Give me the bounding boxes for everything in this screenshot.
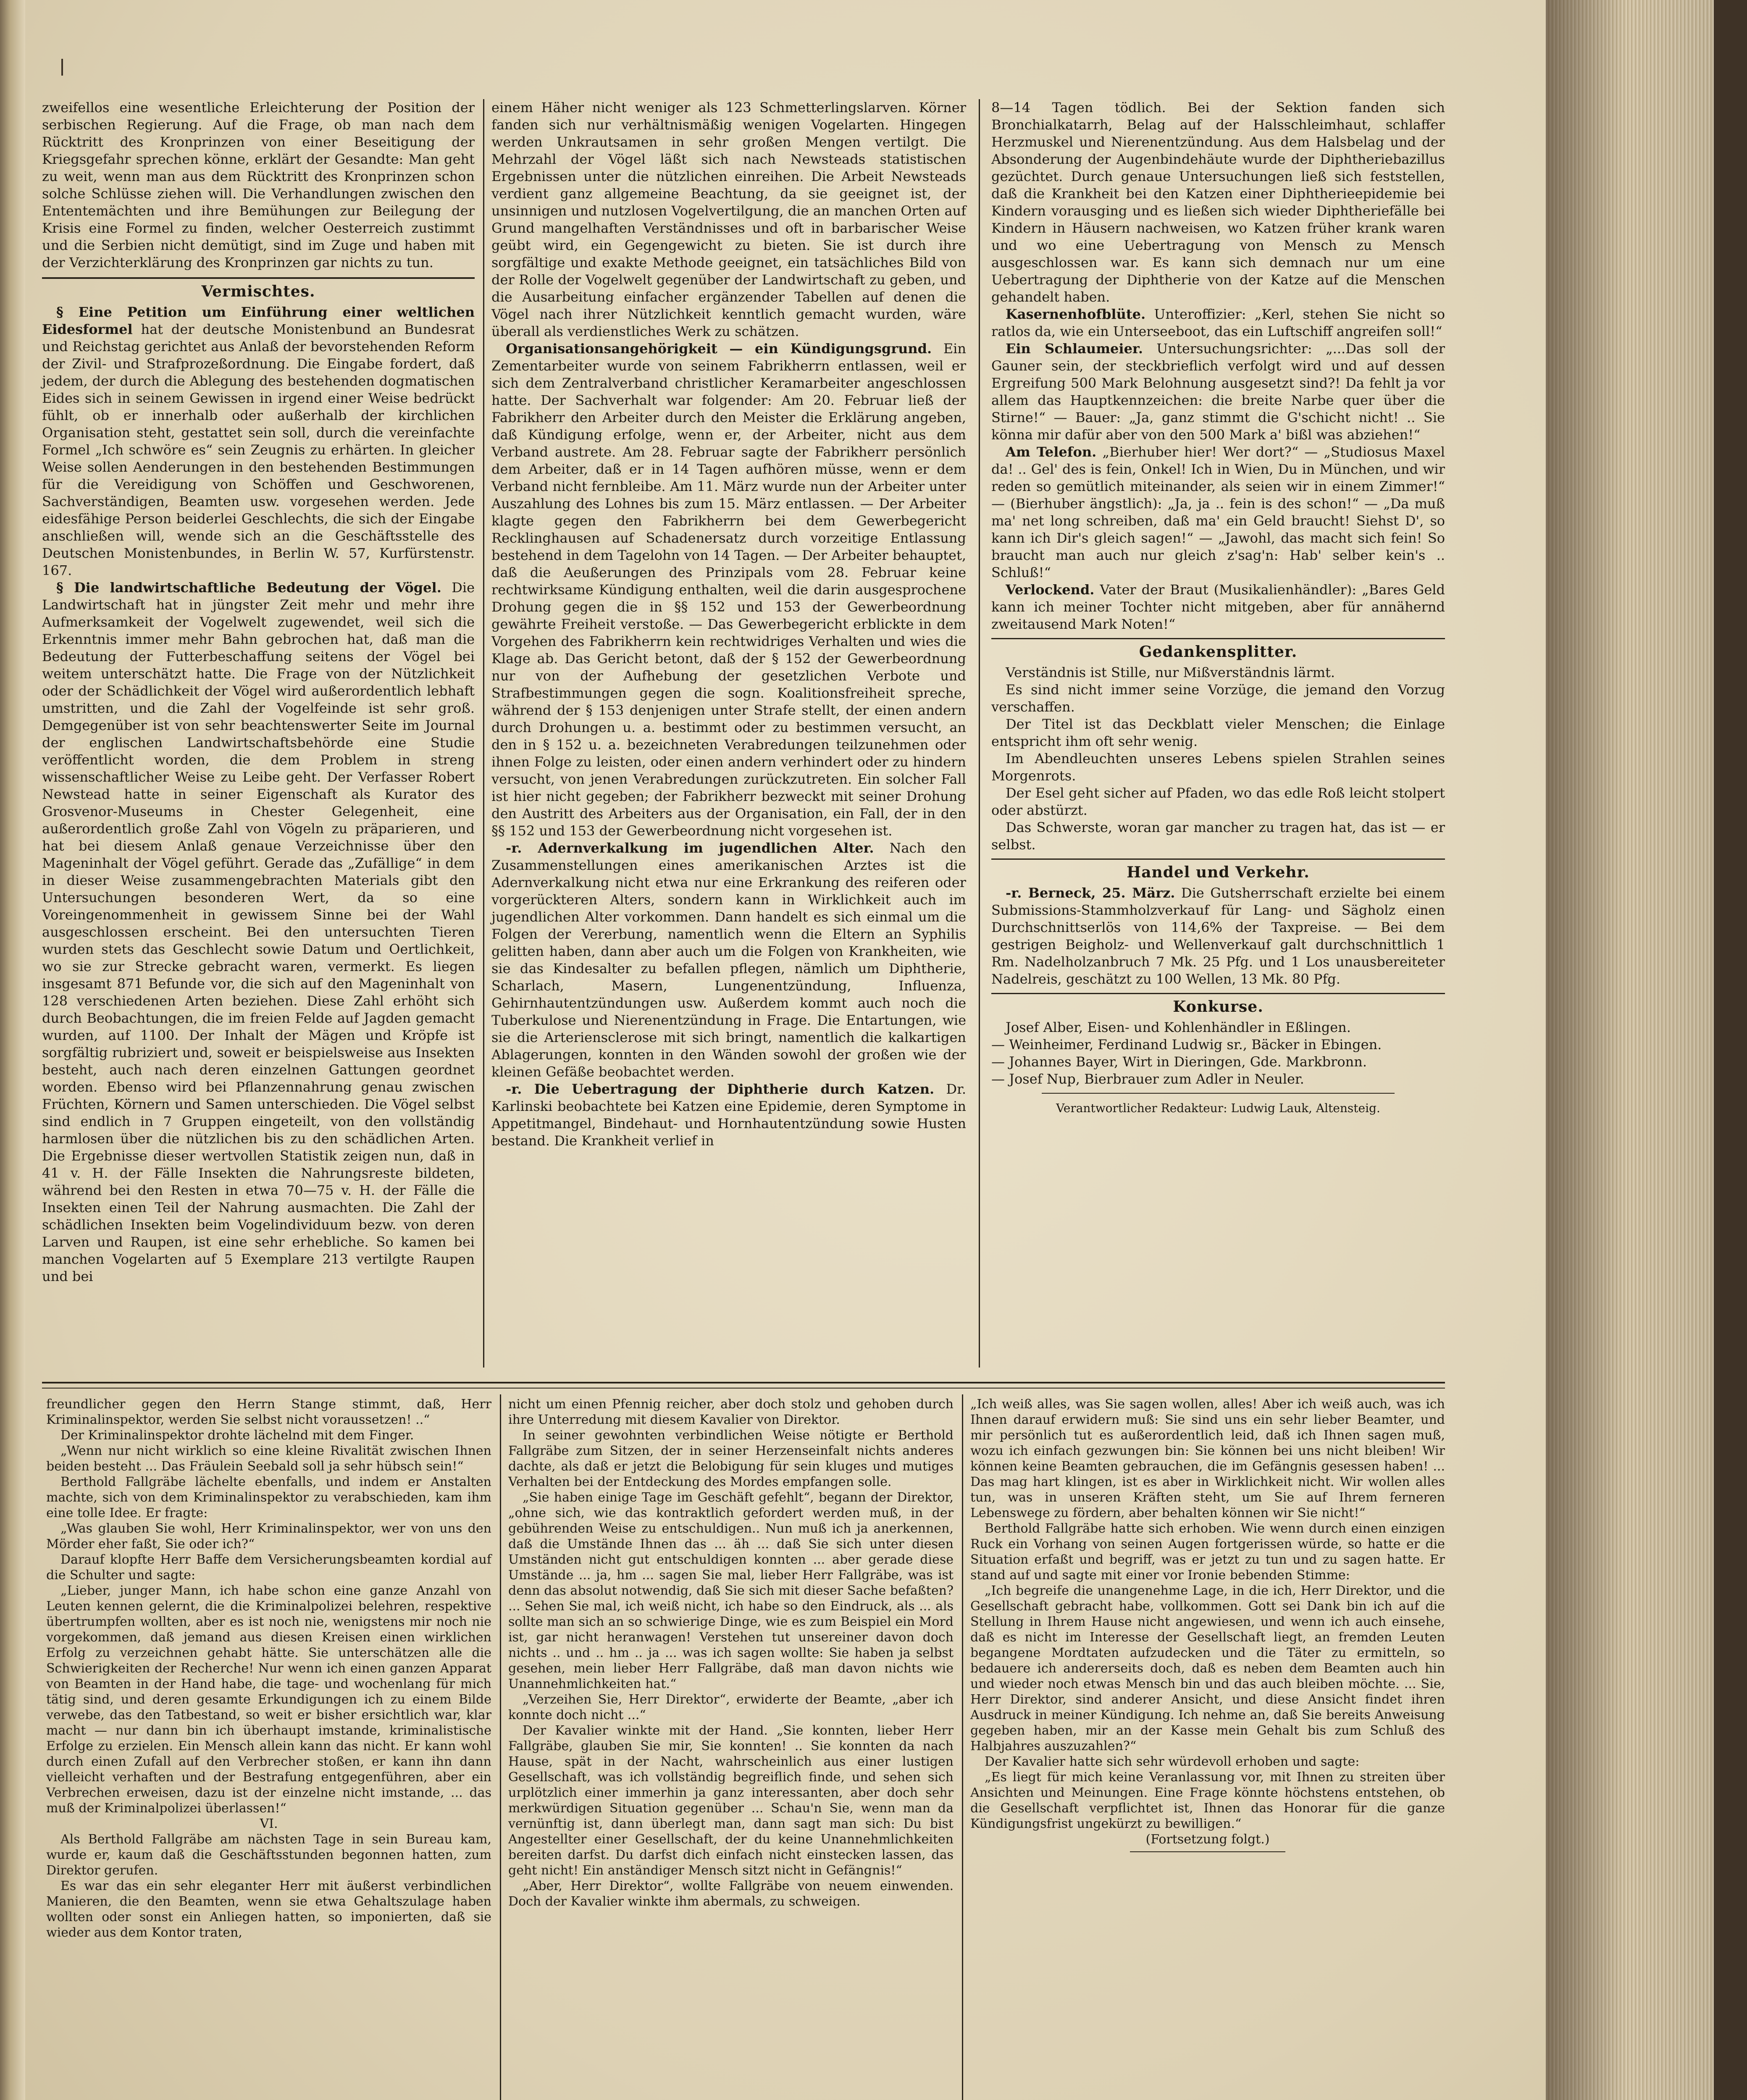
article-organisation-lead: Organisationsangehörigkeit — ein Kündigungsgrund. xyxy=(506,341,932,357)
joke-telefon-lead: Am Telefon. xyxy=(1006,444,1097,460)
section-divider xyxy=(991,858,1445,860)
feuilleton-column-2 xyxy=(508,1396,954,1909)
novel-paragraph: Berthold Fallgräbe lächelte ebenfalls, und indem er Anstalten machte, sich von dem Kriminalinspektor zu verabschieden, kam ihm eine tolle Idee. Er fragte: xyxy=(46,1475,491,1520)
article-petition-lead: § Eine Petition um Einführung einer weltlichen Eidesformel xyxy=(42,304,475,337)
novel-paragraph: „Was glauben Sie wohl, Herr Kriminalinspektor, wer von uns den Mörder eher faßt, Sie oder ich?“ xyxy=(46,1521,491,1551)
article-birds xyxy=(42,579,475,1285)
novel-paragraph: Als Berthold Fallgräbe am nächsten Tage in sein Bureau kam, wurde er, kaum daß die Geschäftsstunden begonnen hatten, zum Direktor gerufen. xyxy=(46,1832,491,1878)
article-petition-body: hat der deutsche Monistenbund an Bundesrat und Reichstag gerichtet aus Anlaß der bevorstehenden Reform der Zivil- und Strafprozeßordnung. Die Eingabe fordert, daß jedem, der durch die Ablegung des bestehenden dogmatischen Eides sich in seinem Gewissen in irgend einer Weise bedrückt fühlt, ob er innerhalb oder außerhalb der kirchlichen Organisation steht, gestattet sein soll, durch die vereinfachte Formel „Ich schwöre es“ sein Zeugnis zu erhärten. In gleicher Weise sollen Aenderungen in den bestehenden Bestimmungen für die Vereidigung von Schöffen und Geschworenen, Sachverständigen, Beamten usw. vorgesehen werden. Jede eidesfähige Person beiderlei Geschlechts, die sich der Eingabe anschließen will, wende sich an die Geschäftsstelle des Deutschen Monistenbundes, in Berlin W. 57, Kurfürstenstr. 167. xyxy=(42,321,475,578)
joke-schlaumeier xyxy=(991,340,1445,444)
end-rule xyxy=(1130,1851,1285,1852)
continuation-note: (Fortsetzung folgt.) xyxy=(1145,1832,1270,1847)
editor-line: Verantwortlicher Redakteur: Ludwig Lauk, Altensteig. xyxy=(1056,1101,1380,1115)
section-divider xyxy=(991,993,1445,994)
novel-paragraph: freundlicher gegen den Herrn Stange stimmt, daß, Herr Kriminalinspektor, werden Sie selbst nicht voraussetzen! ..“ xyxy=(46,1397,491,1427)
aphorism: Im Abendleuchten unseres Lebens spielen Strahlen seines Morgenrots. xyxy=(991,751,1445,784)
article-birds-body: Die Landwirtschaft hat in jüngster Zeit mehr und mehr ihre Aufmerksamkeit der Vogelwelt zugewendet, weil sich die Erkenntnis immer mehr Bahn gebrochen hat, daß man die Bedeutung der Futterbeschaffung seitens der Vögel bei weitem unterschätzt hatte. Die Frage von der Nützlichkeit oder der Schädlichkeit der Vögel wird außerordentlich lebhaft umstritten, und die Zahl der Vogelfeinde ist sehr groß. Demgegenüber ist von sehr beachtenswerter Seite im Journal der englischen Landwirtschaftsbehörde eine Studie veröffentlicht worden, die dem Problem in streng wissenschaftlicher Weise zu Leibe geht. Der Verfasser Robert Newstead hatte in seiner Eigenschaft als Kurator des Grosvenor-Museums in Chester Gelegenheit, eine außerordentlich große Zahl von Vögeln zu präparieren, und hat bei diesem Anlaß genaue Verzeichnisse über den Mageninhalt der Vögel geführt. Gerade das „Zufällige“ in dem in dieser Weise zusammengebrachten Materials gibt den Untersuchungen besonderen Wert, da so eine Voreingenommenheit in gewissem Sinne bei der Wahl ausgeschlossen erscheint. Bei den untersuchten Tieren wurden stets das Geschlecht sowie Datum und Oertlichkeit, wo sie zur Strecke gebracht waren, vermerkt. Es liegen insgesamt 871 Befunde vor, die sich auf den Mageninhalt von 128 verschiedenen Arten beziehen. Diese Zahl erhöht sich durch Beobachtungen, die im freien Felde auf Jagden gemacht wurden, auf 1100. Der Inhalt der Mägen und Kröpfe ist sorgfältig rubriziert und, soweit er beispielsweise aus Insekten besteht, auch nach deren einzelnen Gattungen geordnet worden. Ebenso wird bei Pflanzennahrung genau zwischen Früchten, Körnern und Samen unterschieden. Die Vögel selbst sind endlich in 7 Gruppen eingeteilt, von den vollständig harmlosen über die nützlichen bis zu den schädlichen Arten. Die Ergebnisse dieser wertvollen Statistik zeigen nun, daß in 41 v. H. der Fälle Insekten die Nahrungsreste bildeten, während bei den Resten in etwa 70—75 v. H. der Fälle die Insekten einen Teil der Nahrung ausmachten. Die Zahl der schädlichen Insekten beim Vogelindividuum bezw. von deren Larven und Raupen, ist eine sehr erhebliche. So kamen bei manchen Vogelarten auf 5 Exemplare 213 vertilgte Raupen und bei xyxy=(42,580,475,1284)
book-spine xyxy=(1714,0,1747,2100)
article-arteries-body: Nach den Zusammenstellungen eines amerikanischen Arztes ist die Adernverkalkung nicht etwa nur eine Erkrankung des reiferen oder vorgerückteren Alters, sondern kann in Wirklichkeit auch im jugendlichen Alter vorkommen. Dann handelt es sich einmal um die Folgen der Vererbung, namentlich wenn die Eltern an Syphilis gelitten haben, dann aber auch um die Folgen von Krankheiten, wie sie das Kindesalter zu befallen pflegen, nämlich um Diphtherie, Scharlach, Masern, Lungenentzündung, Influenza, Gehirnhautentzündungen usw. Außerdem kommt auch noch die Tuberkulose und Nierenentzündung in Frage. Die Entartungen, wie sie die Arteriensclerose mit sich bringt, namentlich die kalkartigen Ablagerungen, konnten in den Wänden sowohl der großen wie der kleinen Gefäße beobachtet werden. xyxy=(491,840,967,1080)
article-diphtheria-body: Dr. Karlinski beobachtete bei Katzen eine Epidemie, deren Symptome in Appetitmangel, Bindehaut- und Hornhautentzündung sowie Husten bestand. Die Krankheit verlief in xyxy=(491,1081,967,1149)
article-birds-continued: einem Häher nicht weniger als 123 Schmetterlingslarven. Körner fanden sich nur verhältnismäßig wenigen Vogelarten. Hingegen werden Unkrautsamen in sehr großen Mengen vertilgt. Die Mehrzahl der Vögel läßt sich nach Newsteads statistischen Ergebnissen unter die nützlichen einreihen. Die Arbeit Newsteads verdient ganz allgemeine Beachtung, da sie geeignet ist, der unsinnigen und nutzlosen Vogelvertilgung, die an manchen Orten auf Grund mangelhaften Verständnisses und oft in barbarischer Weise geübt wird, ein Gegengewicht zu bieten. Sie ist durch ihre sorgfältige und exakte Methode geeignet, ein tatsächliches Bild von der Rolle der Vogelwelt gegenüber der Landwirtschaft zu geben, und die Ausarbeitung einfacher ergänzender Tabellen auf denen die Vögel nach ihrer Nützlichkeit kenntlich gemacht wurden, wäre überall als verdienstliches Werk zu schätzen. xyxy=(491,100,966,339)
joke-verlockend-lead: Verlockend. xyxy=(1006,582,1095,598)
novel-paragraph: „Lieber, junger Mann, ich habe schon eine ganze Anzahl von Leuten kennen gelernt, die die Kriminalpolizei belehren, respektive übertrumpfen wollten, aber es ist noch nie, wenigstens mir noch nie vorgekommen, daß jemand aus diesen Kreisen einen wirklichen Erfolg zu verzeichnen gehabt hätte. Sie unterschätzen alle die Schwierigkeiten der Recherche! Nur wenn ich einen ganzen Apparat von Beamten in der Hand habe, die tage- und wochenlang für mich tätig sind, und deren gesamte Erkundigungen ich zu einem Bilde verwebe, das den Tatbestand, so weit er bisher ersichtlich war, klar macht — nur dann bin ich überhaupt imstande, kriminalistische Erfolge zu erzielen. Ein Mensch allein kann das nicht. Er kann wohl durch einen Zufall auf den Verbrecher stoßen, er kann ihn dann vielleicht verhaften und der Bestrafung entgegenführen, aber ein Verbrechen erweisen, dazu ist der einzelne nicht imstande, ... das muß der Kriminalpolizei überlassen!“ xyxy=(46,1583,491,1816)
novel-paragraph: „Es liegt für mich keine Veranlassung vor, mit Ihnen zu streiten über Ansichten und Meinungen. Eine Frage könnte höchstens entstehen, ob die Gesellschaft verpflichtet ist, Ihnen das Honorar für die ganze Kündigungsfrist ungekürzt zu bewilligen.“ xyxy=(970,1770,1445,1831)
aphorism: Der Titel ist das Deckblatt vieler Menschen; die Einlage entspricht ihm oft sehr wenig. xyxy=(991,716,1445,749)
bankruptcy-entry: — Johannes Bayer, Wirt in Dieringen, Gde. Markbronn. xyxy=(991,1054,1367,1070)
feuilleton-divider-thin xyxy=(42,1388,1445,1389)
novel-paragraph: „Verzeihen Sie, Herr Direktor“, erwiderte der Beamte, „aber ich konnte doch nicht ...“ xyxy=(508,1692,954,1722)
section-title-konkurse: Konkurse. xyxy=(1173,998,1264,1016)
feuilleton-column-1 xyxy=(46,1396,491,1940)
bankruptcy-entry: — Josef Nup, Bierbrauer zum Adler in Neuler. xyxy=(991,1071,1304,1087)
joke-telefon xyxy=(991,444,1445,581)
novel-paragraph: In seiner gewohnten verbindlichen Weise nötigte er Berthold Fallgräbe zum Sitzen, der in seiner Herzenseinfalt nichts anderes dachte, als daß er jetzt die Belobigung für sein kluges und mutiges Verhalten bei der Entdeckung des Mordes empfangen solle. xyxy=(508,1428,954,1489)
section-title-handel: Handel und Verkehr. xyxy=(1127,864,1310,881)
article-organisation xyxy=(491,340,966,840)
joke-kasernenhof xyxy=(991,306,1445,340)
section-title-gedanken: Gedankensplitter. xyxy=(1139,643,1298,661)
article-berneck-lead: -r. Berneck, 25. März. xyxy=(1006,885,1175,901)
novel-paragraph: Es war das ein sehr eleganter Herr mit äußerst verbindlichen Manieren, die den Beamten, wenn sie etwa Gehaltszulage haben wollten oder sonst ein Anliegen hatten, so imponierten, daß sie wieder aus dem Kontor traten, xyxy=(46,1879,491,1940)
article-arteries xyxy=(491,840,966,1081)
column-1 xyxy=(42,99,475,1285)
article-diphtheria-lead: -r. Die Uebertragung der Diphtherie durch Katzen. xyxy=(506,1081,935,1097)
novel-paragraph: „Ich begreife die unangenehme Lage, in die ich, Herr Direktor, und die Gesellschaft gebracht habe, vollkommen. Gott sei Dank bin ich auf die Stellung in Ihrem Hause nicht angewiesen, und wenn ich auch einsehe, daß es nicht im Interesse der Gesellschaft liegt, an fremden Leuten begangene Mordtaten aufzudecken und die Täter zu ermitteln, so bedauere ich andererseits doch, daß es neben dem Beamten auch hin und wieder noch etwas Mensch bin und das auch bleiben möchte. ... Sie, Herr Direktor, sind anderer Ansicht, und diese Ansicht findet ihren Ausdruck in meiner Kündigung. Ich nehme an, daß Sie bereits Anweisung gegeben haben, mir an der Kasse mein Gehalt bis zum Schluß des Halbjahres auszuzahlen?“ xyxy=(970,1583,1445,1754)
aphorism: Es sind nicht immer seine Vorzüge, die jemand den Vorzug verschaffen. xyxy=(991,682,1445,715)
section-title-vermischtes: Vermischtes. xyxy=(201,283,315,300)
novel-paragraph: „Wenn nur nicht wirklich so eine kleine Rivalität zwischen Ihnen beiden besteht ... Das Fräulein Seebald soll ja sehr hübsch sein!“ xyxy=(46,1444,491,1474)
novel-paragraph: Berthold Fallgräbe hatte sich erhoben. Wie wenn durch einen einzigen Ruck ein Vorhang von seinen Augen fortgerissen würde, so hatte er die Situation erfaßt und begriff, was er jetzt zu tun und zu sagen hatte. Er stand auf und sagte mit einer vor Ironie bebenden Stimme: xyxy=(970,1521,1445,1583)
section-divider xyxy=(42,277,475,279)
column-2 xyxy=(491,99,966,1150)
feuilleton-rule-2 xyxy=(962,1394,963,2100)
novel-paragraph: Der Kavalier hatte sich sehr würdevoll erhoben und sagte: xyxy=(985,1754,1360,1769)
column-3 xyxy=(991,99,1445,1117)
article-serbia-ending: zweifellos eine wesentliche Erleichterung der Position der serbischen Regierung. Auf die Frage, ob man nach dem Rücktritt des Kronprinzen von einer Beseitigung der Kriegsgefahr sprechen könne, erklärt der Gesandte: Man geht zu weit, wenn man aus dem Rücktritt des Kronprinzen schon solche Schlüsse ziehen will. Die Verhandlungen zwischen den Ententemächten und ihre Bemühungen zur Beilegung der Krisis eine Formel zu finden, welcher Oesterreich zustimmt und die Serbien nicht demütigt, sind im Zuge und haben mit der Verzichterklärung des Kronprinzen gar nichts zu tun. xyxy=(42,100,475,270)
joke-verlockend xyxy=(991,581,1445,633)
article-diphtheria xyxy=(491,1081,966,1150)
novel-paragraph: Der Kriminalinspektor drohte lächelnd mit dem Finger. xyxy=(60,1428,414,1443)
column-rule-2 xyxy=(979,99,980,1368)
edge-mark xyxy=(61,59,63,76)
novel-paragraph: Darauf klopfte Herr Baffe dem Versicherungsbeamten kordial auf die Schulter und sagte: xyxy=(46,1552,491,1583)
column-rule-1 xyxy=(483,99,484,1368)
joke-kasernenhof-lead: Kasernenhofblüte. xyxy=(1006,306,1146,322)
feuilleton-column-3 xyxy=(970,1396,1445,1852)
novel-paragraph: „Sie haben einige Tage im Geschäft gefehlt“, begann der Direktor, „ohne sich, wie das kontraktlich gefordert werden muß, in der gebührenden Weise zu entschuldigen.. Nun muß ich ja anerkennen, daß die Umstände Ihnen das ... äh ... daß Sie sich unter diesen Umständen nicht gut entschuldigen konnten ... aber gerade diese Umstände ... ja, hm ... sagen Sie mal, lieber Herr Fallgräbe, was ist denn das absolut notwendig, daß Sie sich mit dieser Sache befaßten? ... Sehen Sie mal, ich weiß nicht, ich habe so den Eindruck, als ... als sollte man sich an so schwierige Dinge, wie es zum Beispiel ein Mord ist, gar nicht heranwagen! Verstehen tut unsereiner davon doch nichts .. und .. hm .. ja ... was ich sagen wollte: Sie haben ja selbst gesehen, mein lieber Herr Fallgräbe, daß man davon nichts wie Unannehmlichkeiten hat.“ xyxy=(508,1490,954,1691)
bankruptcy-entry: — Weinheimer, Ferdinand Ludwig sr., Bäcker in Ebingen. xyxy=(991,1037,1382,1053)
article-arteries-lead: -r. Adernverkalkung im jugendlichen Alter. xyxy=(506,840,874,856)
aphorism: Verständnis ist Stille, nur Mißverständnis lärmt. xyxy=(1006,664,1335,680)
joke-verlockend-body: Vater der Braut (Musikalienhändler): „Bares Geld kann ich meiner Tochter nicht mitgeben, aber für annähernd zweitausend Mark Noten!“ xyxy=(991,582,1445,632)
aphorism: Der Esel geht sicher auf Pfaden, wo das edle Roß leicht stolpert oder abstürzt. xyxy=(991,785,1445,818)
article-berneck xyxy=(991,885,1445,988)
bankruptcy-entry: Josef Alber, Eisen- und Kohlenhändler in Eßlingen. xyxy=(1006,1019,1351,1035)
page-gutter xyxy=(0,0,25,2100)
article-diphtheria-continued: 8—14 Tagen tödlich. Bei der Sektion fanden sich Bronchialkatarrh, Belag auf der Halsschleimhaut, schlaffer Herzmuskel und Nierenentzündung. Aus dem Halsbelag und der Absonderung der Augenbindehäute wurde der Diphtheriebazillus gezüchtet. Durch genaue Untersuchungen ließ sich feststellen, daß die Krankheit bei den Katzen einer Diphtherieepidemie bei Kindern vorausging und es ließen sich wieder Diphtheriefälle bei Kindern in Häusern nachweisen, wo Katzen früher krank waren und wo eine Uebertragung von Mensch zu Mensch ausgeschlossen war. Es kann sich demnach nur um eine Uebertragung der Diphtherie von der Katze auf die Menschen gehandelt haben. xyxy=(991,100,1445,305)
article-petition xyxy=(42,304,475,579)
short-rule xyxy=(1042,1093,1395,1094)
article-organisation-body: Ein Zementarbeiter wurde von seinem Fabrikherrn entlassen, weil er sich dem Zentralverband christlicher Keramarbeiter angeschlossen hatte. Der Sachverhalt war folgender: Am 20. Februar ließ der Fabrikherr den Arbeiter durch den Meister die Erklärung angeben, daß Kündigung erfolge, wenn er, der Arbeiter, nicht aus dem Verband austrete. Am 28. Februar sagte der Fabrikherr persönlich dem Arbeiter, daß er in 14 Tagen aufhören müsse, wenn er dem Verband nicht fernbleibe. Am 11. März wurde nun der Arbeiter unter Auszahlung des Lohnes bis zum 15. März entlassen. — Der Arbeiter klagte gegen den Fabrikherrn bei dem Gewerbegericht Recklinghausen auf Schadenersatz durch vorzeitige Entlassung bestehend in dem Tagelohn von 14 Tagen. — Der Arbeiter behauptet, daß die Aeußerungen des Prinzipals vom 28. Februar keine rechtwirksame Kündigung enthalten, weil die darin ausgesprochene Drohung gegen die in §§ 152 und 153 der Gewerbeordnung gewährte Freiheit verstoße. — Das Gewerbegericht erblickte in dem Vorgehen des Fabrikherrn kein rechtwidriges Verhalten und wies die Klage ab. Das Gericht betont, daß der § 152 der Gewerbeordnung nur von der Aufhebung der gesetzlichen Verbote und Strafbestimmungen gegen die sogn. Koalitionsfreiheit spreche, während der § 153 denjenigen unter Strafe stellt, der einen andern durch Drohungen u. a. bestimmt oder zu bestimmen versucht, an den in § 152 u. a. bezeichneten Verabredungen teilzunehmen oder ihnen Folge zu leisten, oder einen andern verhindert oder zu hindern versucht, von jenen Verabredungen zurückzutreten. Ein solcher Fall ist hier nicht gegeben; der Fabrikherr bezweckt mit seiner Drohung den Austritt des Arbeiters aus der Organisation, ein Fall, der in den §§ 152 und 153 der Gewerbeordnung nicht vorgesehen ist. xyxy=(491,341,967,839)
section-divider xyxy=(991,638,1445,639)
chapter-number: VI. xyxy=(260,1816,278,1831)
article-birds-lead: § Die landwirtschaftliche Bedeutung der Vögel. xyxy=(56,580,441,596)
novel-paragraph: nicht um einen Pfennig reicher, aber doch stolz und gehoben durch ihre Unterredung mit diesem Kavalier von Direktor. xyxy=(508,1397,954,1427)
novel-paragraph: Der Kavalier winkte mit der Hand. „Sie konnten, lieber Herr Fallgräbe, glauben Sie mir, Sie konnten! .. Sie konnten da nach Hause, spät in der Nacht, wahrscheinlich aus einer lustigen Gesellschaft, was ich vollständig begreiflich finde, und sehen sich urplötzlich einer immerhin ja ganz interessanten, aber doch sehr merkwürdigen Situation gegenüber ... Schau'n Sie, wenn man da vernünftig ist, dann überlegt man, dann sagt man sich: Du bist Angestellter einer Gesellschaft, der du keine Unannehmlichkeiten bereiten darfst. Du darfst dich einfach nicht einstecken lassen, das geht nicht! Ein anständiger Mensch sitzt nicht in Gefängnis!“ xyxy=(508,1723,954,1878)
novel-paragraph: „Aber, Herr Direktor“, wollte Fallgräbe von neuem einwenden. Doch der Kavalier winkte ihm abermals, zu schweigen. xyxy=(508,1879,954,1909)
feuilleton-divider xyxy=(42,1382,1445,1383)
joke-schlaumeier-lead: Ein Schlaumeier. xyxy=(1006,341,1143,357)
joke-kasernenhof-body: Unteroffizier: „Kerl, stehen Sie nicht so ratlos da, wie ein Unterseeboot, das ein Luftschiff angreifen soll!“ xyxy=(991,306,1445,339)
aphorism: Das Schwerste, woran gar mancher zu tragen hat, das ist — er selbst. xyxy=(991,819,1445,853)
joke-telefon-body: „Bierhuber hier! Wer dort?“ — „Studiosus Maxel da! .. Gel' des is fein, Onkel! Ich in Wien, Du in München, und wir reden so gemütlich miteinander, als seien wir in einem Zimmer!“ — (Bierhuber ängstlich): „Ja, ja .. fein is des schon!“ — „Da muß ma' net long schreiben, daß ma' ein Geld braucht! Siehst D', so kann ich Dir's gleich sagen!“ — „Jawohl, das macht sich fein! So braucht man auch nur gleich z'sag'n: Hab' selber kein's .. Schluß!“ xyxy=(991,444,1445,580)
joke-schlaumeier-body: Untersuchungsrichter: „...Das soll der Gauner sein, der steckbrieflich verfolgt wird und auf dessen Ergreifung 500 Mark Belohnung ausgesetzt sind?! Da fehlt ja vor allem das Hauptkennzeichen: die breite Narbe quer über die Stirne!“ — Bauer: „Ja, ganz stimmt die G'schicht nicht! .. Sie könna mir dafür aber von den 500 Mark a' bißl was abziehen!“ xyxy=(991,341,1445,443)
novel-paragraph: „Ich weiß alles, was Sie sagen wollen, alles! Aber ich weiß auch, was ich Ihnen darauf erwidern muß: Sie sind uns ein sehr lieber Beamter, und mir persönlich tut es außerordentlich leid, daß ich Ihnen sagen muß, wozu ich einfach gezwungen bin: Sie können bei uns nicht bleiben! Wir können keine Beamten gebrauchen, die im Gefängnis gesessen haben! ... Das mag hart klingen, ist es aber in Wirklichkeit nicht. Wir wollen alles tun, was in unseren Kräften steht, um Sie auf Ihrem ferneren Lebenswege zu fördern, aber behalten können wir Sie nicht!“ xyxy=(970,1397,1445,1520)
feuilleton-rule-1 xyxy=(500,1394,501,2100)
article-berneck-body: Die Gutsherrschaft erzielte bei einem Submissions-Stammholzverkauf für Lang- und Sägholz einen Durchschnittserlös von 114,6% der Taxpreise. — Bei dem gestrigen Beigholz- und Wellenverkauf galt durchschnittlich 1 Rm. Nadelholzanbruch 7 Mk. 25 Pfg. und 1 Los unausbereiteter Nadelreis, geschätzt zu 100 Wellen, 13 Mk. 80 Pfg. xyxy=(991,885,1445,987)
